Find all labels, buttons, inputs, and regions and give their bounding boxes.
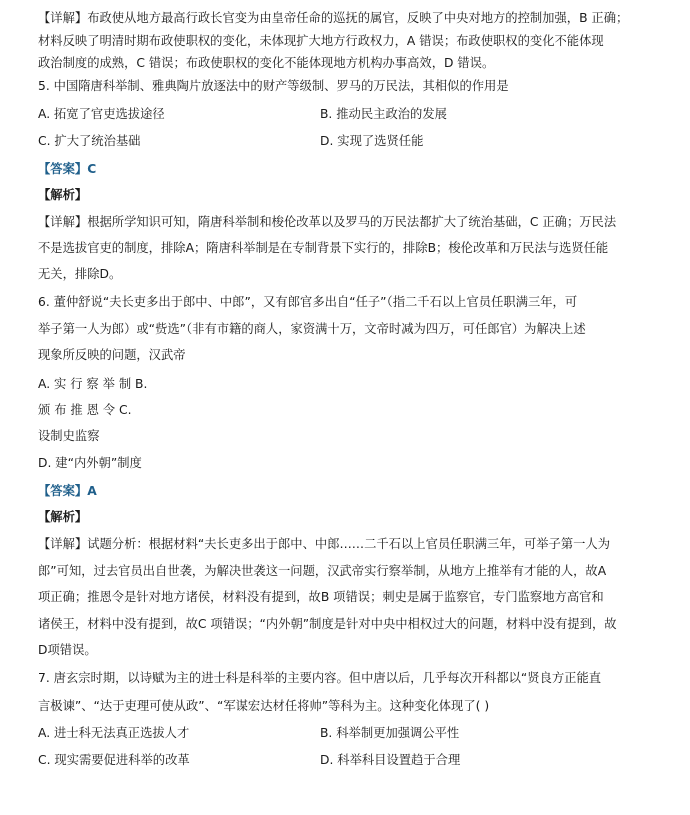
question-6-stem: 6. 董仲舒说“夫长吏多出于郎中、中郎”，又有郎官多出自“任子”（指二千石以上官员任职满三年，可 [38,295,578,309]
answer-label: 【答案】 [38,162,88,176]
answer-value: C [87,162,97,176]
q6-detail-line: D项错误。 [38,643,97,657]
detail-paragraph-line: 材料反映了明清时期布政使职权的变化，未体现扩大地方行政权力，A 错误；布政使职权的变化不能体现 [38,34,604,48]
detail-paragraph-line: 【详解】布政使从地方最高行政长官变为由皇帝任命的巡抚的属官，反映了中央对地方的控制加强，B 正确； [38,11,629,25]
q5-detail-line: 无关，排除D。 [38,267,122,281]
q7-option-a: A. 进士科无法真正选拔人才 [38,726,190,740]
question-6-stem: 现象所反映的问题，汉武帝 [38,348,186,362]
q7-option-d: D. 科举科目设置趋于合理 [320,753,461,767]
q5-option-b: B. 推动民主政治的发展 [320,107,447,121]
q5-detail-line: 【详解】根据所学知识可知，隋唐科举制和梭伦改革以及罗马的万民法都扩大了统治基础，C 正确；万民法 [38,215,617,229]
q6-option-b: 颁 布 推 恩 令 C. [38,403,132,417]
q6-option-c: 设制史监察 [38,429,100,443]
q6-option-d: D. 建“内外朝”制度 [38,456,142,470]
question-6-stem: 举子第一人为郎）或“赀选”（非有市籍的商人，家资满十万，文帝时减为四万，可任郎官）为解决上述 [38,322,586,336]
q5-option-c: C. 扩大了统治基础 [38,134,141,148]
q6-detail-line: 【详解】试题分析：根据材料“夫长吏多出于郎中、中郎……二千石以上官员任职满三年，可举子第一人为 [38,537,611,551]
q5-detail-line: 不是选拔官吏的制度，排除A；隋唐科举制是在专制背景下实行的，排除B；梭伦改革和万民法与选贤任能 [38,241,609,255]
detail-paragraph-line: 政治制度的成熟，C 错误；布政使职权的变化不能体现地方机构办事高效，D 错误。 [38,56,495,70]
q5-option-d: D. 实现了选贤任能 [320,134,424,148]
answer-label: 【答案】 [38,484,88,498]
q5-answer [38,161,96,177]
q5-option-a: A. 拓宽了官吏选拔途径 [38,107,165,121]
q6-detail-line: 诸侯王，材料中没有提到，故C 项错误；“内外朝”制度是针对中央中相权过大的问题，材料中没有提到，故 [38,617,617,631]
q7-option-c: C. 现实需要促进科举的改革 [38,753,190,767]
q6-analysis-label: 【解析】 [38,510,88,524]
q5-analysis-label: 【解析】 [38,188,88,202]
q6-detail-line: 郎”可知，过去官员出自世袭，为解决世袭这一问题，汉武帝实行察举制，从地方上推举有才能的人，故A [38,564,607,578]
question-7-stem: 7. 唐玄宗时期，以诗赋为主的进士科是科举的主要内容。但中唐以后，几乎每次开科都以“贤良方正能直 [38,671,602,685]
q6-answer [38,483,97,499]
question-5-stem: 5. 中国隋唐科举制、雅典陶片放逐法中的财产等级制、罗马的万民法，其相似的作用是 [38,79,509,93]
question-7-stem: 言极谏”、“达于吏理可使从政”、“军谋宏达材任将帅”等科为主。这种变化体现了( ) [38,699,490,713]
q7-option-b: B. 科举制更加强调公平性 [320,726,460,740]
answer-value: A [87,484,97,498]
q6-detail-line: 项正确；推恩令是针对地方诸侯，材料没有提到，故B 项错误；刺史是属于监察官，专门监察地方高官和 [38,590,604,604]
q6-option-a: A. 实 行 察 举 制 B. [38,377,148,391]
